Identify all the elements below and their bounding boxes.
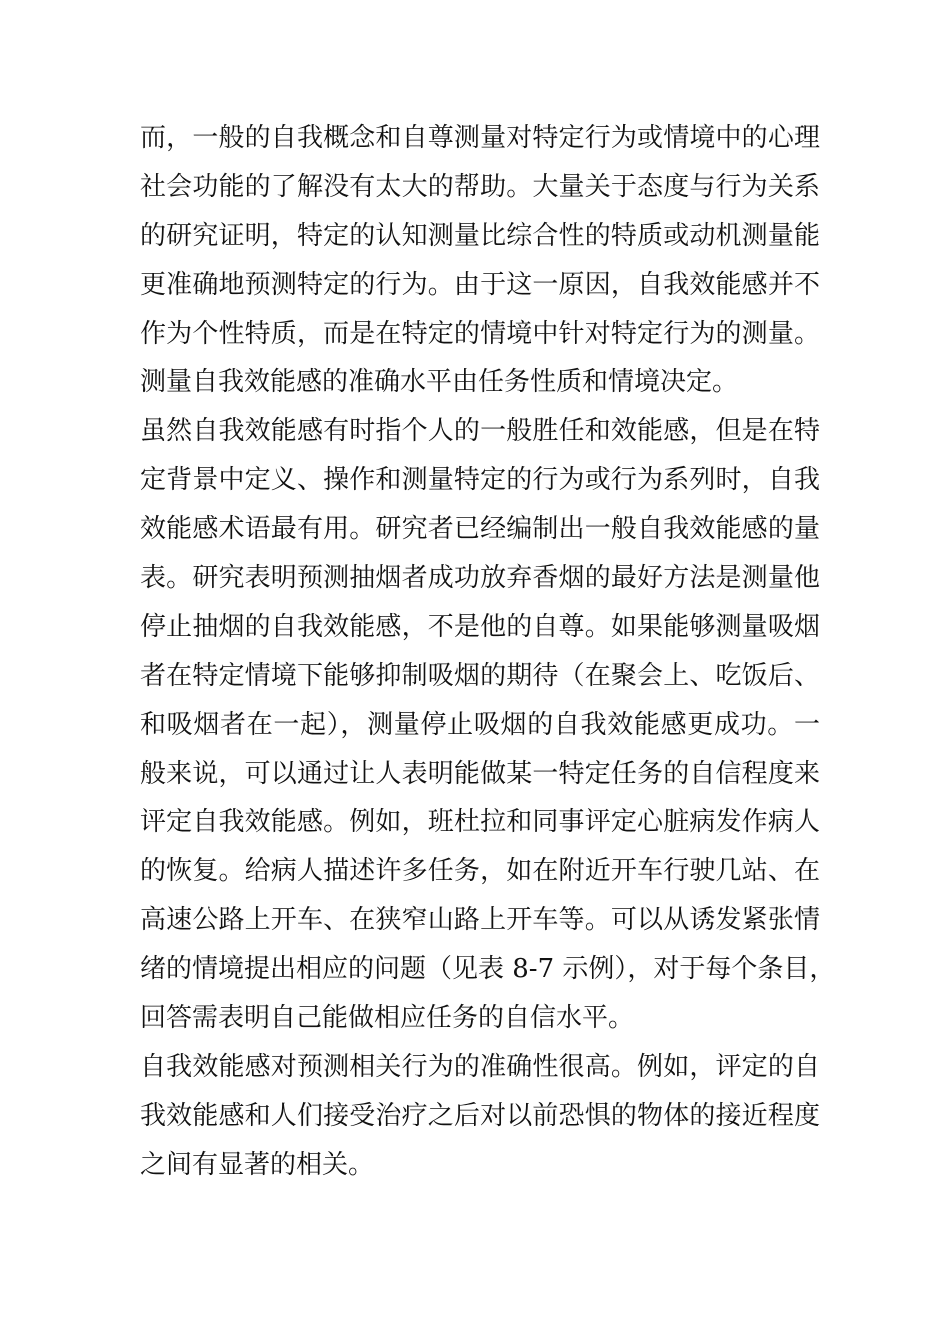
text-line-6: 测量自我效能感的准确水平由任务性质和情境决定。 xyxy=(140,367,739,398)
text-line-15: 评定自我效能感。例如，班杜拉和同事评定心脏病发作病人 xyxy=(140,807,820,838)
text-line-19: 回答需表明自己能做相应任务的自信水平。 xyxy=(140,1003,635,1034)
text-line-13: 和吸烟者在一起），测量停止吸烟的自我效能感更成功。一 xyxy=(140,709,820,740)
text-line-14: 般来说，可以通过让人表明能做某一特定任务的自信程度来 xyxy=(140,758,820,789)
text-line-17: 高速公路上开车、在狭窄山路上开车等。可以从诱发紧张情 xyxy=(140,905,820,936)
text-line-7: 虽然自我效能感有时指个人的一般胜任和效能感，但是在特 xyxy=(140,416,820,447)
text-line-2: 社会功能的了解没有太大的帮助。大量关于态度与行为关系 xyxy=(140,171,820,202)
body-text xyxy=(140,114,836,1190)
text-line-16: 的恢复。给病人描述许多任务，如在附近开车行驶几站、在 xyxy=(140,856,820,887)
text-line-5: 作为个性特质，而是在特定的情境中针对特定行为的测量。 xyxy=(140,318,820,349)
text-line-9: 效能感术语最有用。研究者已经编制出一般自我效能感的量 xyxy=(140,514,820,545)
text-line-8: 定背景中定义、操作和测量特定的行为或行为系列时，自我 xyxy=(140,465,820,496)
text-line-22: 之间有显著的相关。 xyxy=(140,1149,375,1180)
text-line-3: 的研究证明，特定的认知测量比综合性的特质或动机测量能 xyxy=(140,220,820,251)
text-line-11: 停止抽烟的自我效能感，不是他的自尊。如果能够测量吸烟 xyxy=(140,611,820,642)
text-line-10: 表。研究表明预测抽烟者成功放弃香烟的最好方法是测量他 xyxy=(140,563,820,594)
text-line-1: 而，一般的自我概念和自尊测量对特定行为或情境中的心理 xyxy=(140,123,820,153)
text-line-20: 自我效能感对预测相关行为的准确性很高。例如，评定的自 xyxy=(140,1051,820,1082)
text-line-4: 更准确地预测特定的行为。由于这一原因，自我效能感并不 xyxy=(140,269,820,300)
text-line-21: 我效能感和人们接受治疗之后对以前恐惧的物体的接近程度 xyxy=(140,1100,820,1131)
text-line-12: 者在特定情境下能够抑制吸烟的期待（在聚会上、吃饭后、 xyxy=(140,660,820,691)
text-line-18: 绪的情境提出相应的问题（见表 8-7 示例），对于每个条目， xyxy=(140,954,836,985)
